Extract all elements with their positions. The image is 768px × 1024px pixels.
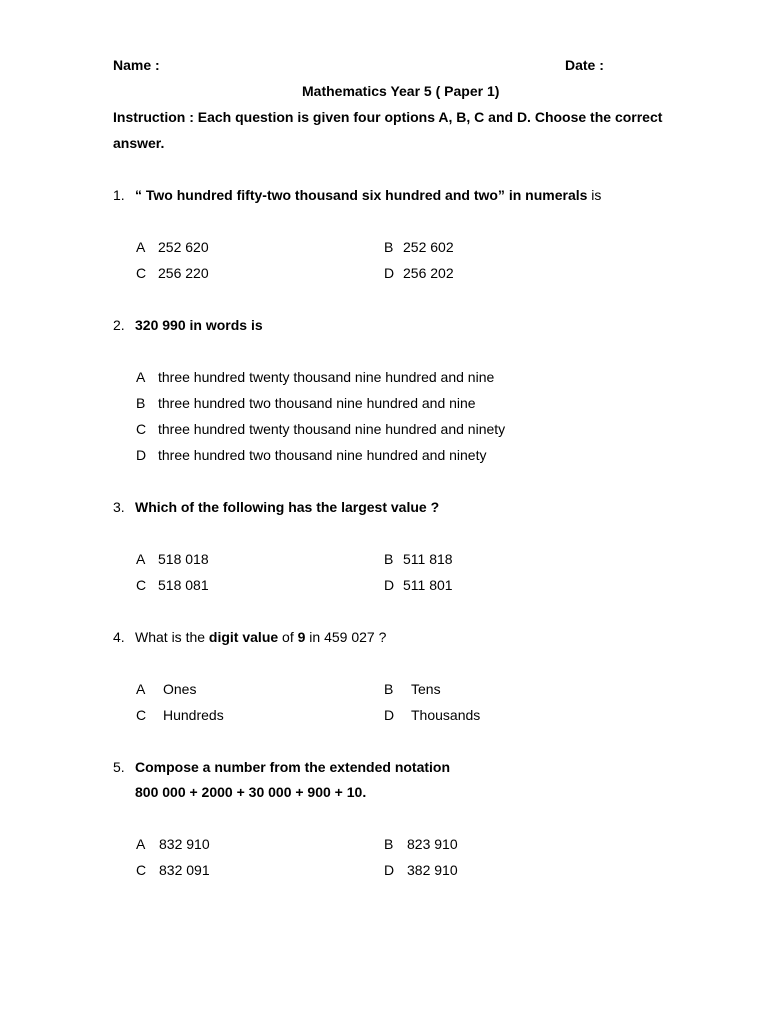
option-letter: B [384, 239, 394, 255]
option-text: three hundred two thousand nine hundred and nine [158, 395, 476, 411]
option-letter: A [136, 239, 146, 255]
option-letter: C [136, 707, 147, 723]
question-text-line-1: Compose a number from the extended notation [135, 759, 451, 775]
option-letter: D [384, 707, 395, 723]
question-text-part: of [278, 629, 298, 645]
question-text-line-2: 800 000 + 2000 + 30 000 + 900 + 10. [135, 784, 367, 800]
option-text: 518 081 [158, 577, 209, 593]
option-text: 518 018 [158, 551, 209, 567]
option-c [136, 260, 209, 286]
option-text: 511 818 [403, 551, 453, 567]
name-label: Name : [113, 57, 160, 73]
option-d [384, 260, 454, 286]
option-text: 511 801 [403, 577, 453, 593]
option-a [136, 364, 494, 390]
option-b [136, 390, 476, 416]
date-label: Date : [565, 57, 604, 73]
option-b [384, 234, 454, 260]
option-text: three hundred twenty thousand nine hundred and nine [158, 369, 495, 385]
option-text: three hundred twenty thousand nine hundred and ninety [158, 421, 506, 437]
option-a [136, 676, 196, 702]
question-text [135, 624, 386, 650]
option-letter: C [136, 421, 147, 437]
option-d [384, 572, 453, 598]
question-number: 1. [113, 187, 125, 203]
question-number: 3. [113, 499, 125, 515]
option-text: Tens [411, 681, 441, 697]
option-letter: A [136, 369, 146, 385]
option-b [384, 676, 441, 702]
option-c [136, 572, 209, 598]
option-letter: A [136, 836, 146, 852]
option-text: 823 910 [407, 836, 458, 852]
option-letter: D [384, 265, 395, 281]
option-d [136, 442, 486, 468]
option-text: 252 620 [158, 239, 209, 255]
option-text: 832 091 [159, 862, 210, 878]
option-letter: B [384, 836, 394, 852]
option-text: three hundred two thousand nine hundred and ninety [158, 447, 487, 463]
option-text: 256 220 [158, 265, 209, 281]
option-letter: D [384, 862, 395, 878]
question-text-emphasis: digit value [208, 629, 279, 645]
option-b [384, 546, 453, 572]
option-a [136, 831, 210, 857]
option-letter: B [384, 551, 394, 567]
option-text: Hundreds [163, 707, 224, 723]
option-text: Ones [163, 681, 197, 697]
question-number: 4. [113, 629, 125, 645]
option-d [384, 702, 480, 728]
question-text [135, 182, 601, 208]
question-text: Which of the following has the largest value ? [135, 499, 440, 515]
option-letter: A [136, 681, 146, 697]
option-letter: B [136, 395, 146, 411]
question-number: 2. [113, 317, 125, 333]
question-text-part: What is the [135, 629, 209, 645]
option-c [136, 416, 505, 442]
option-text: 382 910 [407, 862, 458, 878]
option-d [384, 857, 458, 883]
option-text: 832 910 [159, 836, 210, 852]
option-b [384, 831, 458, 857]
option-a [136, 546, 209, 572]
option-letter: D [136, 447, 147, 463]
option-text: 252 602 [403, 239, 454, 255]
option-letter: A [136, 551, 146, 567]
option-letter: C [136, 862, 147, 878]
option-letter: B [384, 681, 394, 697]
option-text: 256 202 [403, 265, 454, 281]
question-text-emphasis: 9 [297, 629, 306, 645]
option-a [136, 234, 209, 260]
question-text-bold: “ Two hundred fifty-two thousand six hundred and two” in numerals [135, 187, 588, 203]
instruction-line-2: answer. [113, 135, 165, 151]
option-letter: C [136, 265, 147, 281]
option-letter: C [136, 577, 147, 593]
option-letter: D [384, 577, 395, 593]
option-c [136, 857, 210, 883]
instruction-line-1: Instruction : Each question is given four options A, B, C and D. Choose the correct [113, 109, 663, 125]
option-c [136, 702, 224, 728]
question-text-tail: is [587, 187, 602, 203]
question-number: 5. [113, 759, 125, 775]
question-text-part: in 459 027 ? [305, 629, 387, 645]
paper-title: Mathematics Year 5 ( Paper 1) [302, 83, 500, 99]
question-text: 320 990 in words is [135, 317, 263, 333]
option-text: Thousands [411, 707, 481, 723]
